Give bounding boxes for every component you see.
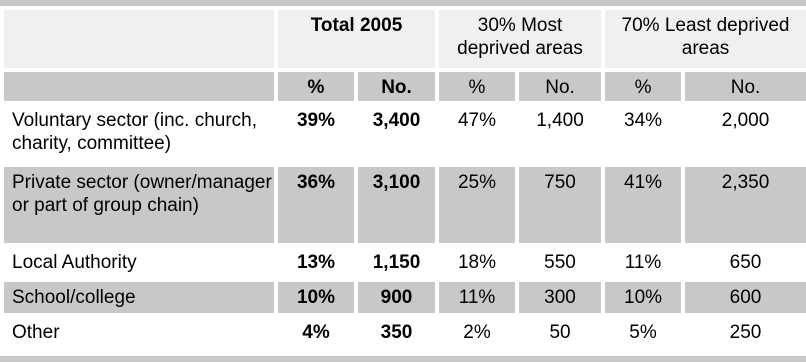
- most-pct-cell: 2%: [439, 317, 515, 348]
- table-row: [4, 105, 806, 163]
- table-row: [4, 282, 806, 313]
- subheader-least-pct: %: [605, 72, 681, 101]
- total-pct-cell: 10%: [278, 282, 354, 313]
- total-pct-cell: 4%: [278, 317, 354, 348]
- most-pct-cell: 47%: [439, 105, 515, 163]
- least-pct-cell: 10%: [605, 282, 681, 313]
- most-no-cell: 750: [519, 167, 601, 243]
- row-label: Voluntary sector (inc. church, charity, committee): [4, 105, 274, 163]
- table-row: [4, 247, 806, 278]
- most-pct-cell: 18%: [439, 247, 515, 278]
- subheader-least-no: No.: [685, 72, 806, 101]
- total-no-cell: 1,150: [358, 247, 435, 278]
- total-no-cell: 3,100: [358, 167, 435, 243]
- least-pct-cell: 5%: [605, 317, 681, 348]
- most-pct-cell: 11%: [439, 282, 515, 313]
- row-label: Other: [4, 317, 274, 348]
- row-label: Private sector (owner/manager or part of group chain): [4, 167, 274, 243]
- subheader-total-pct: %: [278, 72, 354, 101]
- least-no-cell: 600: [685, 282, 806, 313]
- least-no-cell: 2,000: [685, 105, 806, 163]
- least-pct-cell: 41%: [605, 167, 681, 243]
- header-most-deprived: 30% Most deprived areas: [439, 10, 601, 68]
- subheader-most-pct: %: [439, 72, 515, 101]
- subheader-most-no: No.: [519, 72, 601, 101]
- most-no-cell: 1,400: [519, 105, 601, 163]
- table-row: [4, 167, 806, 243]
- row-label: School/college: [4, 282, 274, 313]
- header-least-deprived: 70% Least deprived areas: [605, 10, 806, 68]
- total-pct-cell: 36%: [278, 167, 354, 243]
- total-no-cell: 350: [358, 317, 435, 348]
- total-no-cell: 3,400: [358, 105, 435, 163]
- total-pct-cell: 13%: [278, 247, 354, 278]
- table-row: [4, 317, 806, 348]
- most-no-cell: 550: [519, 247, 601, 278]
- provider-type-table: [0, 6, 806, 352]
- subheader-blank-cell: [4, 72, 274, 101]
- header-total-2005: Total 2005: [278, 10, 435, 68]
- total-pct-cell: 39%: [278, 105, 354, 163]
- least-no-cell: 2,350: [685, 167, 806, 243]
- row-label: Local Authority: [4, 247, 274, 278]
- total-no-cell: 900: [358, 282, 435, 313]
- most-pct-cell: 25%: [439, 167, 515, 243]
- least-no-cell: 650: [685, 247, 806, 278]
- subheader-total-no: No.: [358, 72, 435, 101]
- bottom-band: [0, 356, 806, 362]
- least-pct-cell: 34%: [605, 105, 681, 163]
- least-no-cell: 250: [685, 317, 806, 348]
- most-no-cell: 50: [519, 317, 601, 348]
- least-pct-cell: 11%: [605, 247, 681, 278]
- most-no-cell: 300: [519, 282, 601, 313]
- header-blank-cell: [4, 10, 274, 68]
